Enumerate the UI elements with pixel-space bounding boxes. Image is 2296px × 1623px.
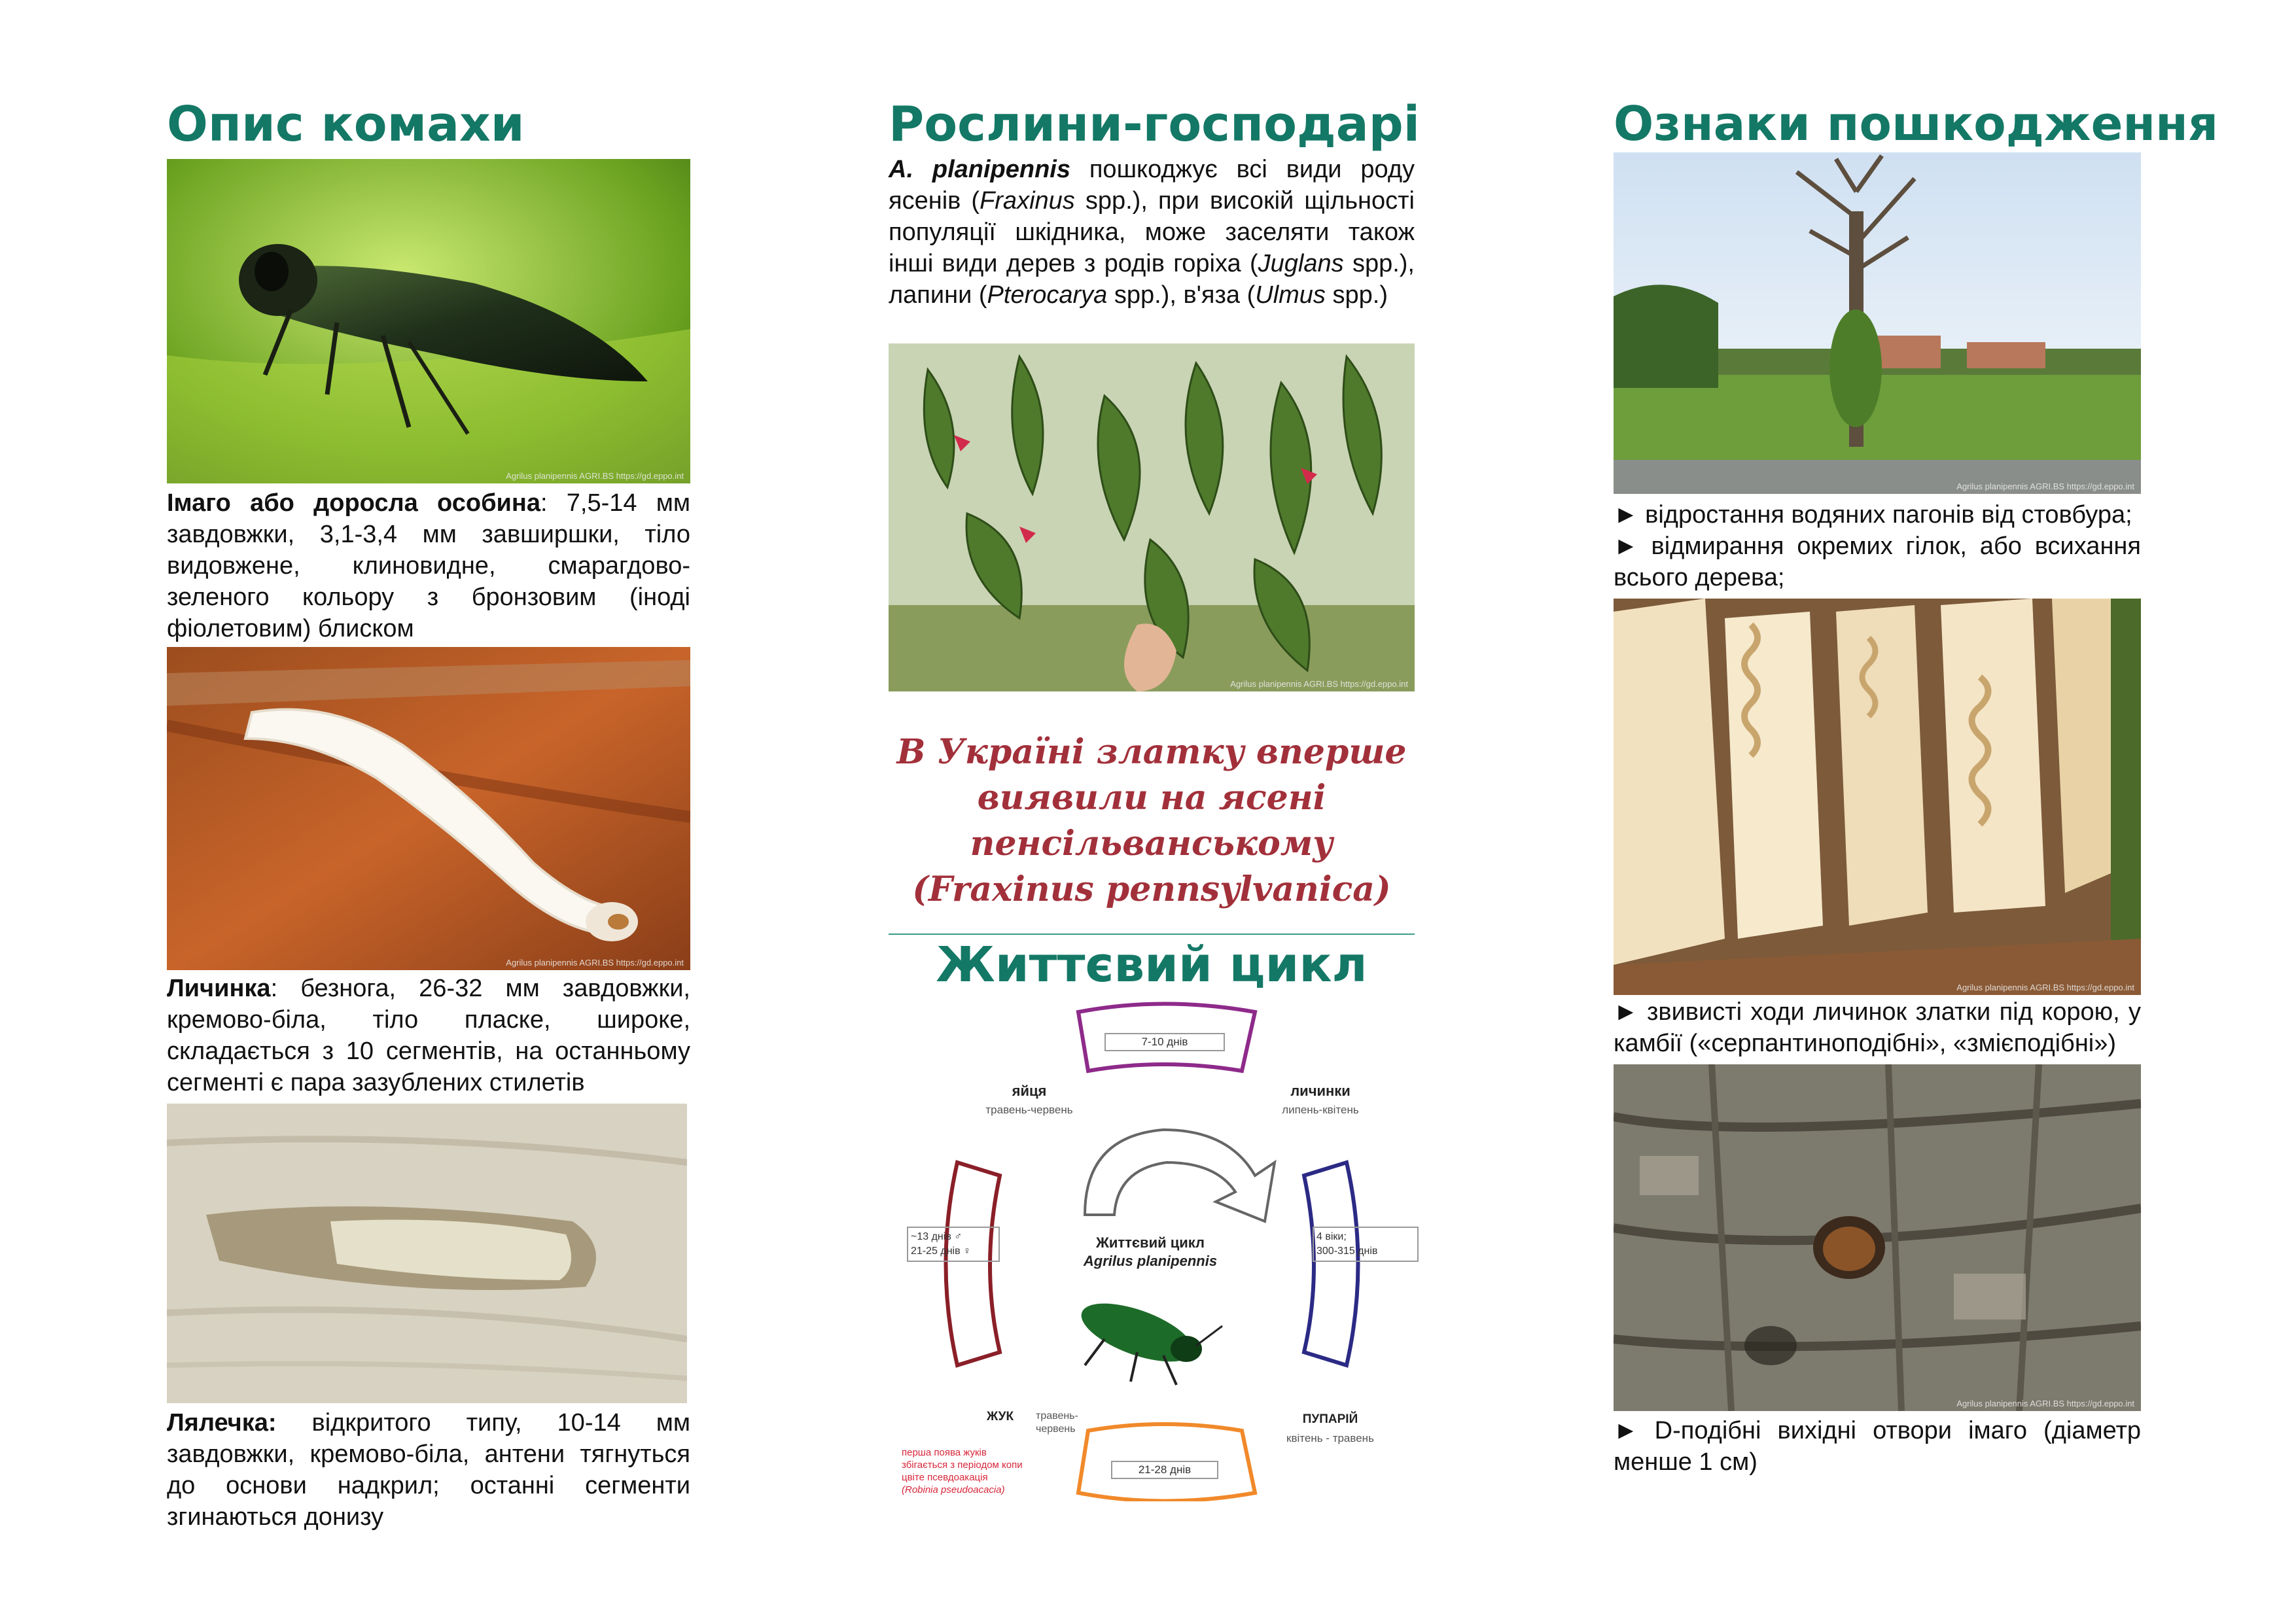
- hosts-description: [889, 154, 1415, 311]
- ukraine-discovery-note: [889, 729, 1415, 913]
- diagram-center-species: Agrilus planipennis: [1083, 1252, 1218, 1269]
- column-damage-signs: [1614, 96, 2219, 1478]
- section-divider: [889, 934, 1415, 935]
- larval-galleries-photo: [1614, 599, 2141, 995]
- beetle-months-2: червень: [1036, 1423, 1076, 1435]
- red-note-3: цвіте псевдоакація: [902, 1471, 988, 1483]
- adult-duration-male: ~13 днів ♂: [911, 1230, 963, 1242]
- photo-credit: Agrilus planipennis AGRI.BS https://gd.eppo.int: [506, 958, 684, 968]
- species-name: A. planipennis: [889, 156, 1070, 184]
- photo-credit: Agrilus planipennis AGRI.BS https://gd.eppo.int: [1956, 983, 2134, 993]
- adult-description: [167, 487, 690, 644]
- beetle-illustration: [1074, 1291, 1222, 1385]
- sign-water-sprouts: ► відростання водяних пагонів від стовбура;: [1614, 501, 2132, 529]
- photo-credit: Agrilus planipennis AGRI.BS https://gd.eppo.int: [506, 471, 684, 481]
- pupa-stage-label: ПУПАРІЙ: [1302, 1412, 1358, 1426]
- egg-duration: 7-10 днів: [1104, 1033, 1225, 1051]
- adult-beetle-photo: [167, 159, 690, 483]
- genus-ulmus: Ulmus: [1255, 281, 1326, 309]
- ash-leaves-photo: [889, 343, 1415, 691]
- adult-duration-box: [907, 1227, 1000, 1262]
- sign-branch-dieback: ► відмирання окремих гілок, або всихання всього дерева;: [1614, 532, 2141, 592]
- genus-juglans: Juglans: [1258, 250, 1344, 278]
- damaged-tree-photo: [1614, 152, 2141, 494]
- beetle-months-1: травень-: [1036, 1410, 1078, 1422]
- larva-duration: 300-315 днів: [1316, 1245, 1378, 1257]
- note-line-1: В Україні златку вперше: [896, 732, 1407, 773]
- beetle-stage-label: ЖУК: [987, 1409, 1014, 1423]
- larva-instars: 4 віки;: [1316, 1230, 1347, 1242]
- photo-credit: Agrilus planipennis AGRI.BS https://gd.eppo.int: [1956, 1399, 2134, 1409]
- larva-stage-label: личинки: [1290, 1082, 1351, 1099]
- hosts-text-5: spp.): [1325, 281, 1388, 309]
- adult-text: : 7,5-14 мм завдовжки, 3,1-3,4 мм завширшки, тіло видовжене, клиновидне, смарагдово-зеленого кольору з бронзовим (іноді фіолетовим) блиском: [167, 489, 690, 643]
- adult-duration-female: 21-25 днів ♀: [911, 1245, 972, 1257]
- note-line-4: (Fraxinus pennsylvanica): [912, 869, 1391, 910]
- lifecycle-diagram: [889, 999, 1415, 1501]
- pupa-label: Лялечка:: [167, 1409, 277, 1437]
- larva-text: : безнога, 26-32 мм завдовжки, кремово-біла, тіло пласке, широке, складається з 10 сегментів, на останньому сегменті є пара зазублених стилетів: [167, 975, 690, 1097]
- section-title-hosts: Рослини-господарі: [889, 96, 1421, 152]
- red-note-1: перша поява жуків: [902, 1446, 987, 1458]
- section-title-insect: Опис комахи: [167, 96, 525, 152]
- section-title-damage: Ознаки пошкодження: [1614, 96, 2219, 151]
- pupa-description: [167, 1407, 690, 1533]
- sign-serpentine-galleries: ► звивисті ходи личинок златки під корою, у камбії («серпантиноподібні», «змієподібні»): [1614, 998, 2141, 1058]
- red-note-2: збігається з періодом копи: [902, 1459, 1023, 1471]
- exit-hole-photo: [1614, 1064, 2141, 1411]
- hosts-text-1: пошкоджує всі види роду ясенів (: [889, 156, 1415, 215]
- note-line-3: пенсільванському: [970, 824, 1333, 864]
- column-host-plants: [889, 96, 1421, 1501]
- hosts-text-3: spp.), лапини (: [889, 250, 1415, 309]
- red-note-4: (Robinia pseudoacacia): [902, 1484, 1005, 1495]
- genus-pterocarya: Pterocarya: [987, 281, 1108, 309]
- diagram-center-title: Життєвий цикл: [1095, 1234, 1205, 1251]
- note-line-2: виявили на ясені: [977, 778, 1326, 818]
- genus-fraxinus: Fraxinus: [980, 187, 1075, 215]
- larva-description: [167, 973, 690, 1098]
- eggs-months: травень-червень: [985, 1103, 1073, 1116]
- larva-stage-arc: [1304, 1162, 1358, 1365]
- column-insect-description: [167, 98, 690, 1533]
- larva-photo: [167, 647, 690, 970]
- photo-credit: Agrilus planipennis AGRI.BS https://gd.eppo.int: [1956, 481, 2134, 492]
- pupa-photo: [167, 1104, 687, 1403]
- section-title-lifecycle: Життєвий цикл: [936, 937, 1368, 994]
- beetle-months: [1036, 1410, 1101, 1436]
- larva-duration-box: [1313, 1227, 1419, 1262]
- cycle-arrow: [1085, 1130, 1275, 1221]
- first-emergence-note: [902, 1446, 1098, 1496]
- adult-label: Імаго або доросла особина: [167, 489, 540, 517]
- pupa-duration: 21-28 днів: [1111, 1461, 1218, 1479]
- pupa-months: квітень - травень: [1286, 1431, 1374, 1444]
- larva-months: липень-квітень: [1282, 1103, 1359, 1116]
- eggs-label: яйця: [1012, 1082, 1047, 1099]
- hosts-text-2: spp.), при високій щільності популяції шкідника, може заселяти також інші види дерев з родів горіха (: [889, 187, 1415, 278]
- sign-d-shaped-exit-holes: ► D-подібні вихідні отвори імаго (діаметр менше 1 см): [1614, 1417, 2141, 1476]
- pupa-text: відкритого типу, 10-14 мм завдовжки, кремово-біла, антени тягнуться до основи надкрил; останні сегменти згинаються донизу: [167, 1409, 690, 1531]
- hosts-text-4: spp.), в'яза (: [1107, 281, 1256, 309]
- photo-credit: Agrilus planipennis AGRI.BS https://gd.eppo.int: [1230, 679, 1408, 689]
- larva-label: Личинка: [167, 975, 271, 1003]
- adult-stage-arc: [946, 1162, 1000, 1365]
